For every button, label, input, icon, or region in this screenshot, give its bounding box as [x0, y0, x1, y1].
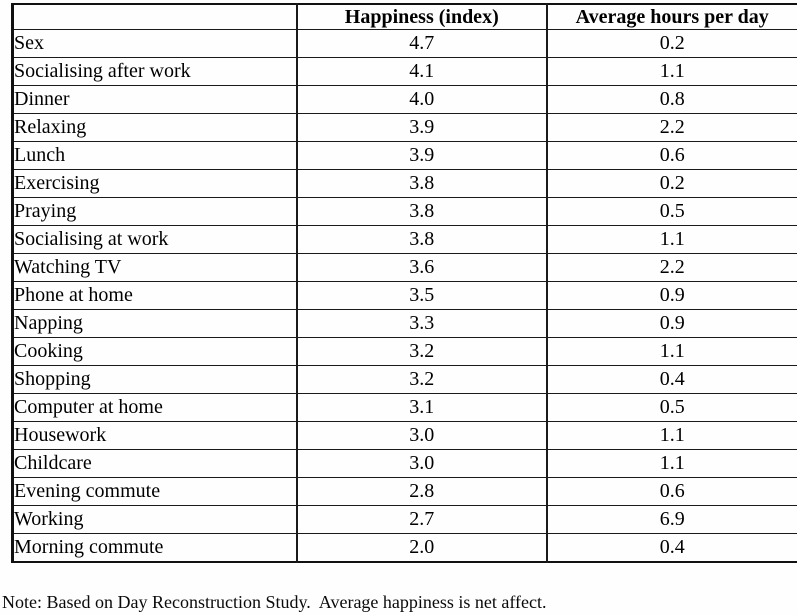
happiness-value-cell: 2.7 — [297, 506, 546, 534]
happiness-value-cell: 3.3 — [297, 310, 546, 338]
activity-cell: Socialising at work — [13, 226, 298, 254]
table-row — [13, 170, 797, 198]
hours-value-cell: 2.2 — [547, 254, 797, 282]
activity-cell: Phone at home — [13, 282, 298, 310]
happiness-value-cell: 3.8 — [297, 226, 546, 254]
activity-cell: Working — [13, 506, 298, 534]
happiness-value-cell: 3.6 — [297, 254, 546, 282]
table-row — [13, 142, 797, 170]
hours-value-cell: 0.9 — [547, 310, 797, 338]
activity-cell: Computer at home — [13, 394, 298, 422]
happiness-value-cell: 2.8 — [297, 478, 546, 506]
table-row — [13, 422, 797, 450]
table-row — [13, 310, 797, 338]
hours-value-cell: 1.1 — [547, 226, 797, 254]
hours-value-cell: 0.5 — [547, 394, 797, 422]
happiness-value-cell: 3.0 — [297, 422, 546, 450]
happiness-value-cell: 3.9 — [297, 142, 546, 170]
happiness-value-cell: 4.7 — [297, 30, 546, 58]
table-row — [13, 114, 797, 142]
hours-value-cell: 1.1 — [547, 450, 797, 478]
happiness-value-cell: 3.5 — [297, 282, 546, 310]
activity-cell: Sex — [13, 30, 298, 58]
activity-cell: Cooking — [13, 338, 298, 366]
hours-value-cell: 1.1 — [547, 338, 797, 366]
table-row — [13, 478, 797, 506]
hours-value-cell: 1.1 — [547, 58, 797, 86]
happiness-value-cell: 3.8 — [297, 198, 546, 226]
table-row — [13, 254, 797, 282]
table-row — [13, 506, 797, 534]
activity-cell: Napping — [13, 310, 298, 338]
activity-cell: Childcare — [13, 450, 298, 478]
table-row — [13, 394, 797, 422]
activity-cell: Lunch — [13, 142, 298, 170]
hours-column-header: Average hours per day — [547, 4, 797, 30]
table-row — [13, 86, 797, 114]
hours-value-cell: 0.2 — [547, 170, 797, 198]
activity-cell: Morning commute — [13, 534, 298, 563]
hours-value-cell: 0.4 — [547, 534, 797, 563]
activity-cell: Evening commute — [13, 478, 298, 506]
hours-value-cell: 0.8 — [547, 86, 797, 114]
table-row — [13, 226, 797, 254]
hours-value-cell: 1.1 — [547, 422, 797, 450]
happiness-column-header: Happiness (index) — [297, 4, 546, 30]
activity-cell: Housework — [13, 422, 298, 450]
table-row — [13, 58, 797, 86]
happiness-value-cell: 3.0 — [297, 450, 546, 478]
hours-value-cell: 0.5 — [547, 198, 797, 226]
hours-value-cell: 0.6 — [547, 142, 797, 170]
table-row — [13, 534, 797, 563]
hours-value-cell: 2.2 — [547, 114, 797, 142]
activity-cell: Praying — [13, 198, 298, 226]
activity-cell: Shopping — [13, 366, 298, 394]
table-row — [13, 30, 797, 58]
activity-cell: Relaxing — [13, 114, 298, 142]
header-row — [13, 4, 797, 30]
activity-column-header — [13, 4, 298, 30]
footnote: Note: Based on Day Reconstruction Study. Average happiness is net affect. — [2, 592, 547, 612]
happiness-value-cell: 3.8 — [297, 170, 546, 198]
hours-value-cell: 0.9 — [547, 282, 797, 310]
happiness-value-cell: 3.2 — [297, 338, 546, 366]
happiness-value-cell: 2.0 — [297, 534, 546, 563]
activity-cell: Exercising — [13, 170, 298, 198]
activities-table — [11, 3, 797, 563]
hours-value-cell: 0.2 — [547, 30, 797, 58]
hours-value-cell: 6.9 — [547, 506, 797, 534]
activity-cell: Socialising after work — [13, 58, 298, 86]
happiness-value-cell: 3.2 — [297, 366, 546, 394]
happiness-value-cell: 4.0 — [297, 86, 546, 114]
happiness-value-cell: 4.1 — [297, 58, 546, 86]
table-row — [13, 450, 797, 478]
table-row — [13, 366, 797, 394]
table-body — [13, 30, 797, 563]
table-row — [13, 282, 797, 310]
table-row — [13, 198, 797, 226]
activity-cell: Dinner — [13, 86, 298, 114]
hours-value-cell: 0.4 — [547, 366, 797, 394]
activity-cell: Watching TV — [13, 254, 298, 282]
happiness-value-cell: 3.1 — [297, 394, 546, 422]
hours-value-cell: 0.6 — [547, 478, 797, 506]
table-row — [13, 338, 797, 366]
happiness-value-cell: 3.9 — [297, 114, 546, 142]
